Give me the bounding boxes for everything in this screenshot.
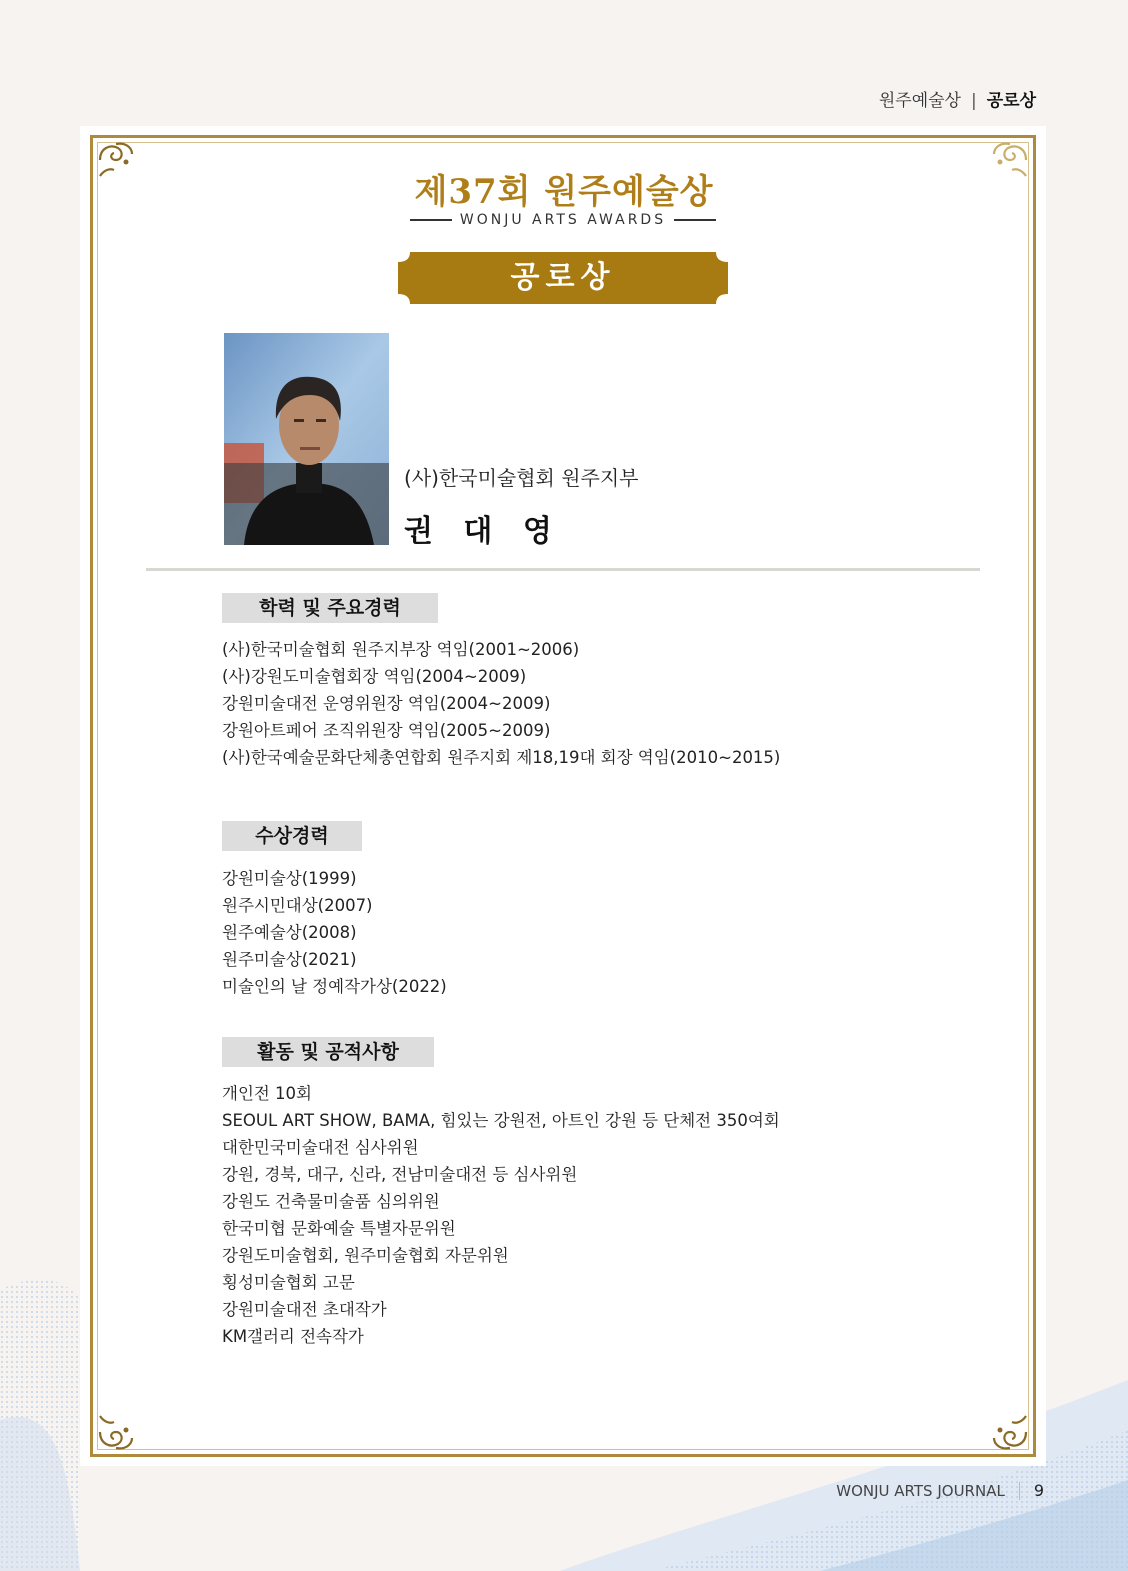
- list-item: 강원미술상(1999): [222, 869, 357, 888]
- recipient-name: 권 대 영: [404, 514, 562, 549]
- list-item: 대한민국미술대전 심사위원: [222, 1138, 419, 1157]
- award-badge: [398, 252, 728, 304]
- list-item: (사)강원도미술협회장 역임(2004~2009): [222, 667, 527, 686]
- header-current: 공로상: [986, 91, 1036, 111]
- subtitle-row: [410, 210, 716, 230]
- subtitle-rule: [674, 219, 716, 221]
- running-header: [879, 86, 1036, 111]
- list-item: 개인전 10회: [222, 1084, 312, 1103]
- list-item: 강원아트페어 조직위원장 역임(2005~2009): [222, 721, 551, 740]
- list-item: 강원도미술협회, 원주미술협회 자문위원: [222, 1246, 509, 1265]
- section-heading-career: 학력 및 주요경력: [222, 593, 438, 623]
- list-item: 횡성미술협회 고문: [222, 1273, 355, 1292]
- recipient-organization: (사)한국미술협회 원주지부: [404, 466, 639, 490]
- list-item: KM갤러리 전속작가: [222, 1327, 364, 1346]
- section-heading-activities: 활동 및 공적사항: [222, 1037, 434, 1067]
- list-item: 강원미술대전 운영위원장 역임(2004~2009): [222, 694, 551, 713]
- journal-name: WONJU ARTS JOURNAL: [836, 1481, 1005, 1500]
- career-list: [222, 636, 780, 771]
- list-item: 원주미술상(2021): [222, 950, 357, 969]
- section-divider: [146, 568, 980, 571]
- recipient-photo: [224, 333, 389, 545]
- corner-ornament-icon: [96, 1412, 136, 1452]
- list-item: 한국미협 문화예술 특별자문위원: [222, 1219, 456, 1238]
- section-heading-awards: 수상경력: [222, 821, 362, 851]
- header-separator: |: [970, 91, 977, 111]
- list-item: 강원도 건축물미술품 심의위원: [222, 1192, 440, 1211]
- list-item: 미술인의 날 정예작가상(2022): [222, 977, 447, 996]
- list-item: (사)한국예술문화단체총연합회 원주지회 제18,19대 회장 역임(2010~2015): [222, 748, 781, 767]
- corner-ornament-icon: [990, 1412, 1030, 1452]
- list-item: (사)한국미술협회 원주지부장 역임(2001~2006): [222, 640, 580, 659]
- award-title: 제37회 원주예술상: [414, 172, 714, 212]
- header-section: 원주예술상: [878, 91, 961, 111]
- award-name: 공로상: [510, 260, 616, 295]
- page-number: 9: [1033, 1481, 1044, 1500]
- footer-separator: [1019, 1482, 1020, 1500]
- list-item: SEOUL ART SHOW, BAMA, 힘있는 강원전, 아트인 강원 등 단체전 350여회: [222, 1111, 780, 1130]
- awards-list: [222, 865, 447, 1000]
- award-subtitle: WONJU ARTS AWARDS: [459, 212, 667, 228]
- activities-list: [222, 1080, 780, 1350]
- subtitle-rule: [410, 219, 452, 221]
- list-item: 원주시민대상(2007): [222, 896, 373, 915]
- list-item: 원주예술상(2008): [222, 923, 357, 942]
- list-item: 강원미술대전 초대작가: [222, 1300, 387, 1319]
- page-footer: [836, 1481, 1044, 1500]
- list-item: 강원, 경북, 대구, 신라, 전남미술대전 등 심사위원: [222, 1165, 578, 1184]
